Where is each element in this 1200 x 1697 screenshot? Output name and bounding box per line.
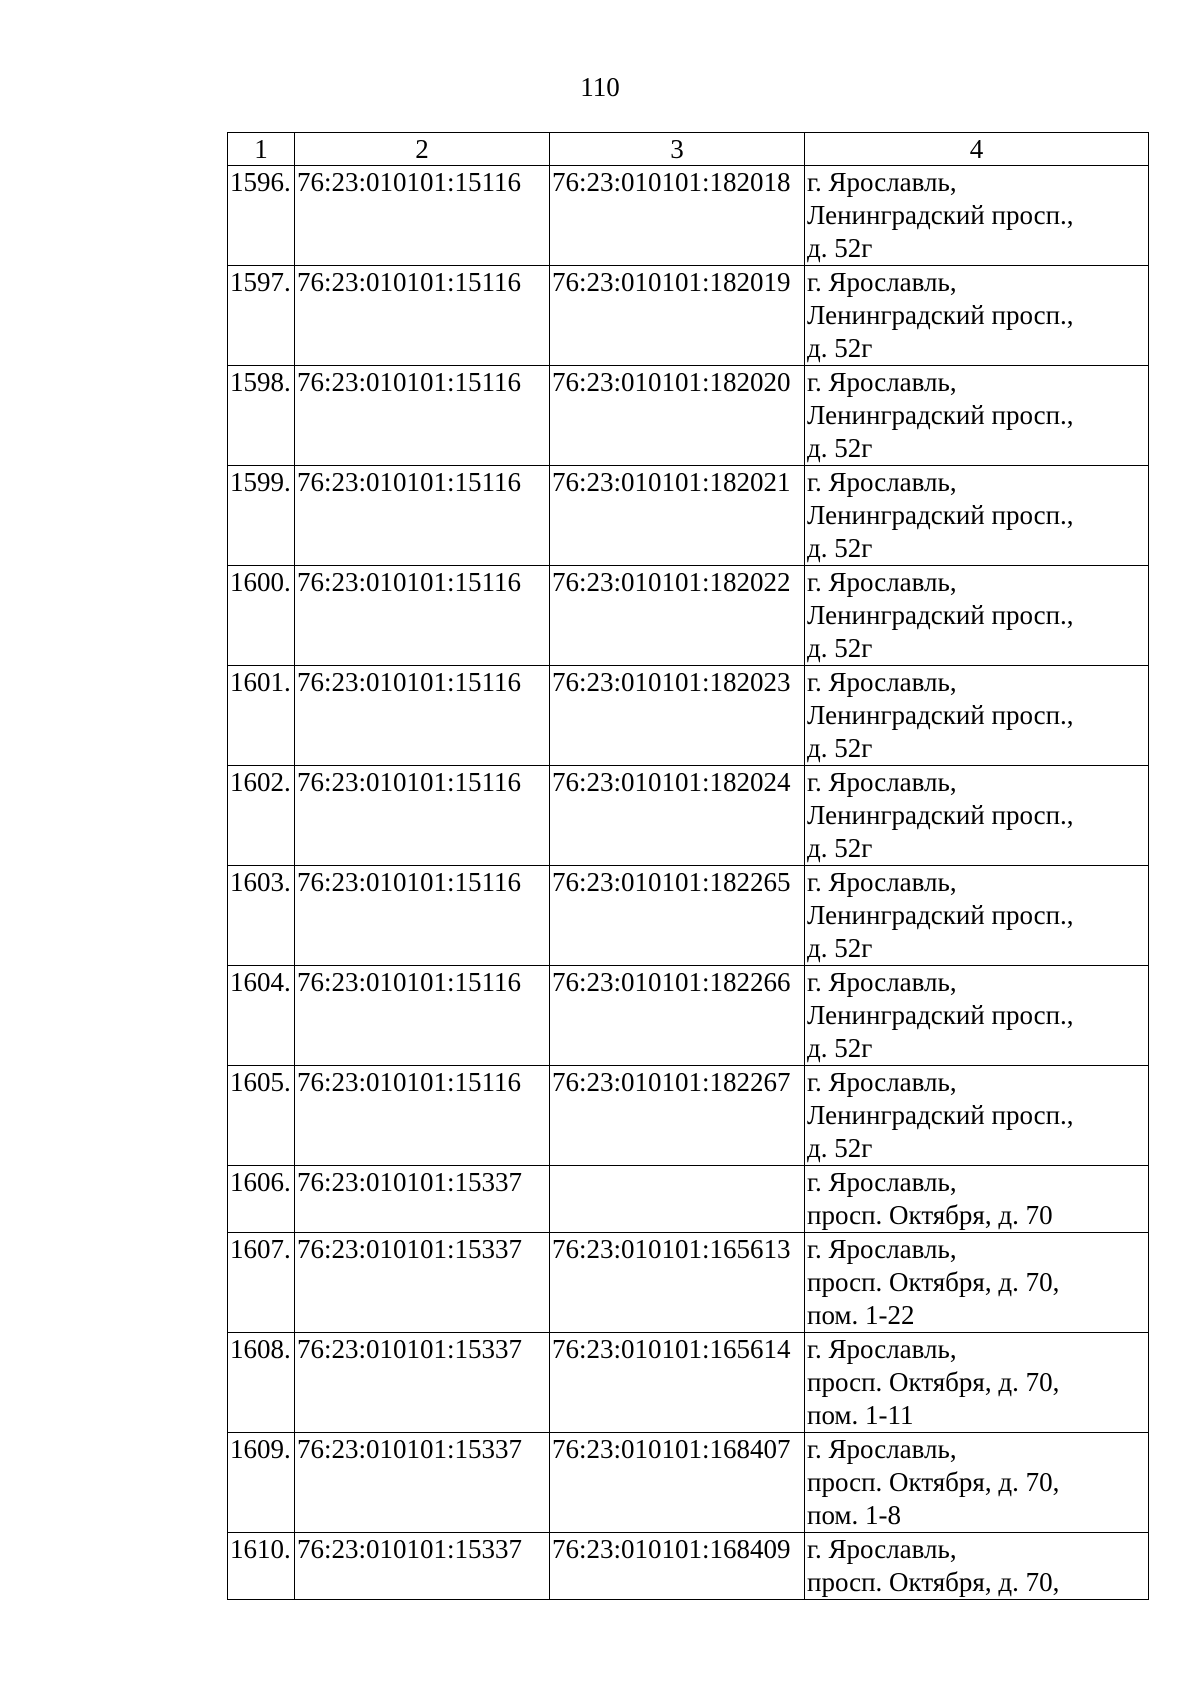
- address-line: г. Ярославль,: [807, 667, 957, 697]
- address-line: д. 52г: [807, 733, 873, 763]
- row-number-cell: 1596.: [228, 166, 295, 266]
- address-line: Ленинградский просп.,: [807, 1000, 1074, 1030]
- address-cell: [805, 366, 1149, 466]
- object-number-cell: 76:23:010101:182020: [550, 366, 805, 466]
- table-row: [228, 166, 1149, 266]
- object-number-cell: 76:23:010101:182024: [550, 766, 805, 866]
- table-body: [228, 166, 1149, 1600]
- table-row: [228, 1533, 1149, 1600]
- object-number-cell: 76:23:010101:182266: [550, 966, 805, 1066]
- address-line: д. 52г: [807, 1033, 873, 1063]
- address-line: г. Ярославль,: [807, 867, 957, 897]
- address-line: д. 52г: [807, 333, 873, 363]
- row-number-cell: 1600.: [228, 566, 295, 666]
- address-cell: [805, 1166, 1149, 1233]
- row-number-cell: 1608.: [228, 1333, 295, 1433]
- address-line: Ленинградский просп.,: [807, 800, 1074, 830]
- parcel-number-cell: 76:23:010101:15116: [295, 566, 550, 666]
- column-header-4: 4: [805, 133, 1149, 166]
- address-line: г. Ярославль,: [807, 967, 957, 997]
- row-number-cell: 1598.: [228, 366, 295, 466]
- table-row: [228, 366, 1149, 466]
- address-line: г. Ярославль,: [807, 1434, 957, 1464]
- address-line: д. 52г: [807, 433, 873, 463]
- object-number-cell: 76:23:010101:182019: [550, 266, 805, 366]
- row-number-cell: 1606.: [228, 1166, 295, 1233]
- address-line: Ленинградский просп.,: [807, 1100, 1074, 1130]
- address-line: Ленинградский просп.,: [807, 500, 1074, 530]
- address-line: д. 52г: [807, 233, 873, 263]
- parcel-number-cell: 76:23:010101:15116: [295, 366, 550, 466]
- row-number-cell: 1599.: [228, 466, 295, 566]
- address-line: г. Ярославль,: [807, 267, 957, 297]
- address-cell: [805, 866, 1149, 966]
- address-line: г. Ярославль,: [807, 567, 957, 597]
- address-line: д. 52г: [807, 933, 873, 963]
- object-number-cell: 76:23:010101:168409: [550, 1533, 805, 1600]
- table-row: [228, 666, 1149, 766]
- address-cell: [805, 1233, 1149, 1333]
- object-number-cell: 76:23:010101:168407: [550, 1433, 805, 1533]
- address-line: Ленинградский просп.,: [807, 600, 1074, 630]
- object-number-cell: [550, 1166, 805, 1233]
- object-number-cell: 76:23:010101:182021: [550, 466, 805, 566]
- address-cell: [805, 966, 1149, 1066]
- address-line: просп. Октября, д. 70,: [807, 1567, 1060, 1597]
- parcel-number-cell: 76:23:010101:15337: [295, 1533, 550, 1600]
- object-number-cell: 76:23:010101:165613: [550, 1233, 805, 1333]
- address-line: г. Ярославль,: [807, 1234, 957, 1264]
- row-number-cell: 1605.: [228, 1066, 295, 1166]
- address-cell: [805, 1066, 1149, 1166]
- parcel-number-cell: 76:23:010101:15337: [295, 1433, 550, 1533]
- address-cell: [805, 466, 1149, 566]
- address-line: г. Ярославль,: [807, 1067, 957, 1097]
- address-cell: [805, 1533, 1149, 1600]
- object-number-cell: 76:23:010101:165614: [550, 1333, 805, 1433]
- table-row: [228, 1433, 1149, 1533]
- table-row: [228, 966, 1149, 1066]
- address-line: г. Ярославль,: [807, 1334, 957, 1364]
- table-row: [228, 1066, 1149, 1166]
- parcel-number-cell: 76:23:010101:15116: [295, 166, 550, 266]
- object-number-cell: 76:23:010101:182023: [550, 666, 805, 766]
- row-number-cell: 1604.: [228, 966, 295, 1066]
- parcel-number-cell: 76:23:010101:15337: [295, 1333, 550, 1433]
- parcel-number-cell: 76:23:010101:15337: [295, 1166, 550, 1233]
- column-header-1: 1: [228, 133, 295, 166]
- address-line: Ленинградский просп.,: [807, 300, 1074, 330]
- address-line: просп. Октября, д. 70,: [807, 1367, 1060, 1397]
- address-line: просп. Октября, д. 70,: [807, 1467, 1060, 1497]
- object-number-cell: 76:23:010101:182265: [550, 866, 805, 966]
- address-line: д. 52г: [807, 1133, 873, 1163]
- address-cell: [805, 666, 1149, 766]
- row-number-cell: 1601.: [228, 666, 295, 766]
- row-number-cell: 1602.: [228, 766, 295, 866]
- column-header-3: 3: [550, 133, 805, 166]
- row-number-cell: 1609.: [228, 1433, 295, 1533]
- address-line: г. Ярославль,: [807, 1167, 957, 1197]
- address-cell: [805, 1433, 1149, 1533]
- address-cell: [805, 1333, 1149, 1433]
- address-cell: [805, 566, 1149, 666]
- page-number: 110: [580, 72, 620, 102]
- parcel-number-cell: 76:23:010101:15116: [295, 1066, 550, 1166]
- address-line: г. Ярославль,: [807, 467, 957, 497]
- address-line: Ленинградский просп.,: [807, 200, 1074, 230]
- address-line: просп. Октября, д. 70: [807, 1200, 1053, 1230]
- address-line: Ленинградский просп.,: [807, 400, 1074, 430]
- address-cell: [805, 166, 1149, 266]
- registry-table: [227, 132, 1149, 1600]
- address-line: д. 52г: [807, 633, 873, 663]
- header-row: [228, 133, 1149, 166]
- address-line: пом. 1-8: [807, 1500, 902, 1530]
- address-line: пом. 1-22: [807, 1300, 915, 1330]
- row-number-cell: 1597.: [228, 266, 295, 366]
- address-line: Ленинградский просп.,: [807, 700, 1074, 730]
- row-number-cell: 1607.: [228, 1233, 295, 1333]
- parcel-number-cell: 76:23:010101:15116: [295, 966, 550, 1066]
- table-row: [228, 1233, 1149, 1333]
- row-number-cell: 1610.: [228, 1533, 295, 1600]
- address-cell: [805, 266, 1149, 366]
- parcel-number-cell: 76:23:010101:15116: [295, 866, 550, 966]
- address-line: пом. 1-11: [807, 1400, 914, 1430]
- parcel-number-cell: 76:23:010101:15116: [295, 666, 550, 766]
- address-line: д. 52г: [807, 533, 873, 563]
- parcel-number-cell: 76:23:010101:15116: [295, 466, 550, 566]
- object-number-cell: 76:23:010101:182022: [550, 566, 805, 666]
- parcel-number-cell: 76:23:010101:15116: [295, 266, 550, 366]
- object-number-cell: 76:23:010101:182267: [550, 1066, 805, 1166]
- address-line: просп. Октября, д. 70,: [807, 1267, 1060, 1297]
- address-line: Ленинградский просп.,: [807, 900, 1074, 930]
- object-number-cell: 76:23:010101:182018: [550, 166, 805, 266]
- parcel-number-cell: 76:23:010101:15116: [295, 766, 550, 866]
- address-line: г. Ярославль,: [807, 167, 957, 197]
- address-line: г. Ярославль,: [807, 767, 957, 797]
- address-line: г. Ярославль,: [807, 1534, 957, 1564]
- table-row: [228, 466, 1149, 566]
- address-cell: [805, 766, 1149, 866]
- parcel-number-cell: 76:23:010101:15337: [295, 1233, 550, 1333]
- table-row: [228, 866, 1149, 966]
- column-header-2: 2: [295, 133, 550, 166]
- table-row: [228, 566, 1149, 666]
- table-row: [228, 266, 1149, 366]
- table-row: [228, 1166, 1149, 1233]
- address-line: г. Ярославль,: [807, 367, 957, 397]
- table-row: [228, 1333, 1149, 1433]
- table-row: [228, 766, 1149, 866]
- row-number-cell: 1603.: [228, 866, 295, 966]
- address-line: д. 52г: [807, 833, 873, 863]
